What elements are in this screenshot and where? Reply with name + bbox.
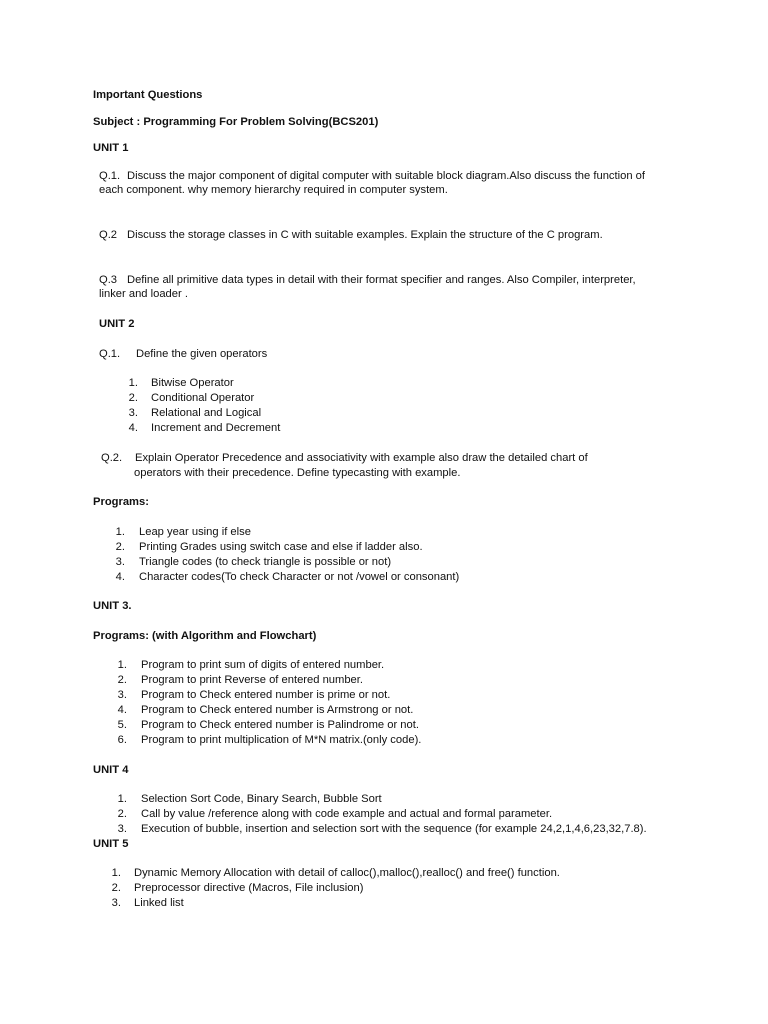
unit5-item: Preprocessor directive (Macros, File inclusion) [134, 882, 364, 894]
program-item: Program to print Reverse of entered number. [141, 674, 363, 686]
program-item-number: 2. [115, 541, 125, 553]
unit2-heading: UNIT 2 [99, 318, 135, 330]
unit4-item-number: 2. [117, 808, 127, 820]
unit2-programs-heading: Programs: [93, 496, 149, 508]
unit1-q3-line2: linker and loader . [99, 288, 188, 300]
unit1-q1-line2: each component. why memory hierarchy required in computer system. [99, 184, 448, 196]
program-item-number: 1. [117, 659, 127, 671]
operator-item-number: 3. [128, 407, 138, 419]
doc-title: Important Questions [93, 89, 203, 101]
unit2-q2-number: Q.2. [101, 452, 123, 464]
unit5-item: Linked list [134, 897, 184, 909]
program-item-number: 3. [117, 689, 127, 701]
unit5-item-number: 3. [111, 897, 121, 909]
unit1-q2-line1: Discuss the storage classes in C with suitable examples. Explain the structure of the C program. [127, 229, 603, 241]
unit2-q2-line2: operators with their precedence. Define typecasting with example. [134, 467, 461, 479]
unit1-q1-number: Q.1. [99, 170, 121, 182]
unit4-item: Call by value /reference along with code example and actual and formal parameter. [141, 808, 553, 820]
unit1-q2-number: Q.2 [99, 229, 118, 241]
unit5-item: Dynamic Memory Allocation with detail of calloc(),malloc(),realloc() and free() function. [134, 867, 560, 879]
unit4-item-number: 1. [117, 793, 127, 805]
program-item: Program to print multiplication of M*N matrix.(only code). [141, 734, 422, 746]
unit2-q1-text: Define the given operators [136, 348, 268, 360]
unit2-q1-number: Q.1. [99, 348, 121, 360]
unit5-item-number: 2. [111, 882, 121, 894]
unit4-heading: UNIT 4 [93, 764, 129, 776]
unit1-q3-line1: Define all primitive data types in detail with their format specifier and ranges. Also Compiler, interpreter, [127, 274, 636, 286]
program-item-number: 2. [117, 674, 127, 686]
operator-item-number: 2. [128, 392, 138, 404]
program-item: Printing Grades using switch case and else if ladder also. [139, 541, 423, 553]
program-item: Program to Check entered number is prime or not. [141, 689, 391, 701]
operator-item: Relational and Logical [151, 407, 262, 419]
unit1-q3-number: Q.3 [99, 274, 118, 286]
program-item: Program to print sum of digits of entered number. [141, 659, 385, 671]
program-item: Character codes(To check Character or not /vowel or consonant) [139, 571, 460, 583]
unit5-heading: UNIT 5 [93, 838, 129, 850]
operator-item: Increment and Decrement [151, 422, 281, 434]
unit4-item: Execution of bubble, insertion and selection sort with the sequence (for example 24,2,1,4,6,23,32,7.8). [141, 823, 647, 835]
unit3-programs-heading: Programs: (with Algorithm and Flowchart) [93, 630, 317, 642]
unit4-item-number: 3. [117, 823, 127, 835]
program-item: Program to Check entered number is Palindrome or not. [141, 719, 419, 731]
operator-item: Conditional Operator [151, 392, 255, 404]
operator-item-number: 4. [128, 422, 138, 434]
unit3-heading: UNIT 3. [93, 600, 132, 612]
program-item-number: 5. [117, 719, 127, 731]
program-item-number: 1. [115, 526, 125, 538]
unit5-item-number: 1. [111, 867, 121, 879]
unit4-item: Selection Sort Code, Binary Search, Bubble Sort [141, 793, 382, 805]
unit1-q1-line1: Discuss the major component of digital computer with suitable block diagram.Also discuss the function of [127, 170, 645, 182]
program-item-number: 6. [117, 734, 127, 746]
unit2-q2-line1: Explain Operator Precedence and associativity with example also draw the detailed chart of [135, 452, 588, 464]
program-item: Leap year using if else [139, 526, 251, 538]
program-item-number: 4. [117, 704, 127, 716]
program-item-number: 3. [115, 556, 125, 568]
operator-item: Bitwise Operator [151, 377, 234, 389]
unit1-heading: UNIT 1 [93, 142, 129, 154]
program-item: Program to Check entered number is Armstrong or not. [141, 704, 414, 716]
program-item-number: 4. [115, 571, 125, 583]
operator-item-number: 1. [128, 377, 138, 389]
subject-line: Subject : Programming For Problem Solving(BCS201) [93, 116, 379, 128]
program-item: Triangle codes (to check triangle is possible or not) [139, 556, 392, 568]
